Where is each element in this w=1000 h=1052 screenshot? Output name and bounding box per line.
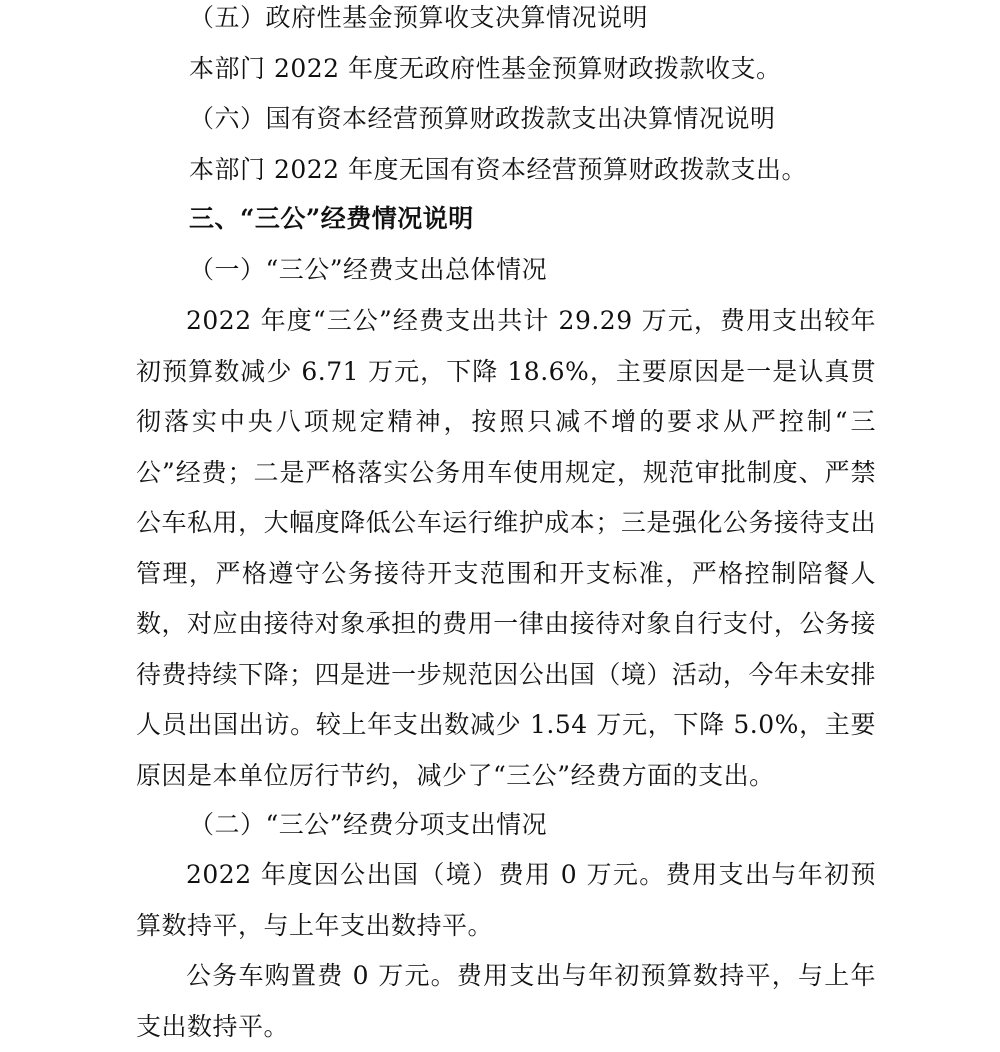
sub-1-heading: （一）“三公”经费支出总体情况 bbox=[189, 255, 548, 284]
sub-2-heading: （二）“三公”经费分项支出情况 bbox=[189, 810, 548, 839]
section-5-body: 本部门 2022 年度无政府性基金预算财政拨款收支。 bbox=[189, 54, 782, 83]
section-6-body: 本部门 2022 年度无国有资本经营预算财政拨款支出。 bbox=[189, 155, 808, 184]
section-6-heading: （六）国有资本经营预算财政拨款支出决算情况说明 bbox=[189, 104, 776, 133]
sub-2-para-2: 公务车购置费 0 万元。费用支出与年初预算数持平，与上年支出数持平。 bbox=[136, 961, 876, 1041]
section-5-heading: （五）政府性基金预算收支决算情况说明 bbox=[189, 3, 649, 32]
part-3-title: 三、“三公”经费情况说明 bbox=[189, 204, 474, 233]
sub-2-para-1: 2022 年度因公出国（境）费用 0 万元。费用支出与年初预算数持平，与上年支出数持平。 bbox=[136, 860, 876, 940]
sub-1-body: 2022 年度“三公”经费支出共计 29.29 万元，费用支出较年初预算数减少 6.71 万元，下降 18.6%，主要原因是一是认真贯彻落实中央八项规定精神，按照只减不增的要求从严控制“三公”经费；二是严格落实公务用车使用规定，规范审批制度、严禁公车私用，大幅度降低公车运行维护成本；三是强化公务接待支出管理，严格遵守公务接待开支范围和开支标准，严格控制陪餐人数，对应由接待对象承担的费用一律由接待对象自行支付，公务接待费持续下降；四是进一步规范因公出国（境）活动，今年未安排人员出国出访。较上年支出数减少 1.54 万元，下降 5.0%，主要原因是本单位厉行节约，减少了“三公”经费方面的支出。 bbox=[136, 306, 876, 790]
